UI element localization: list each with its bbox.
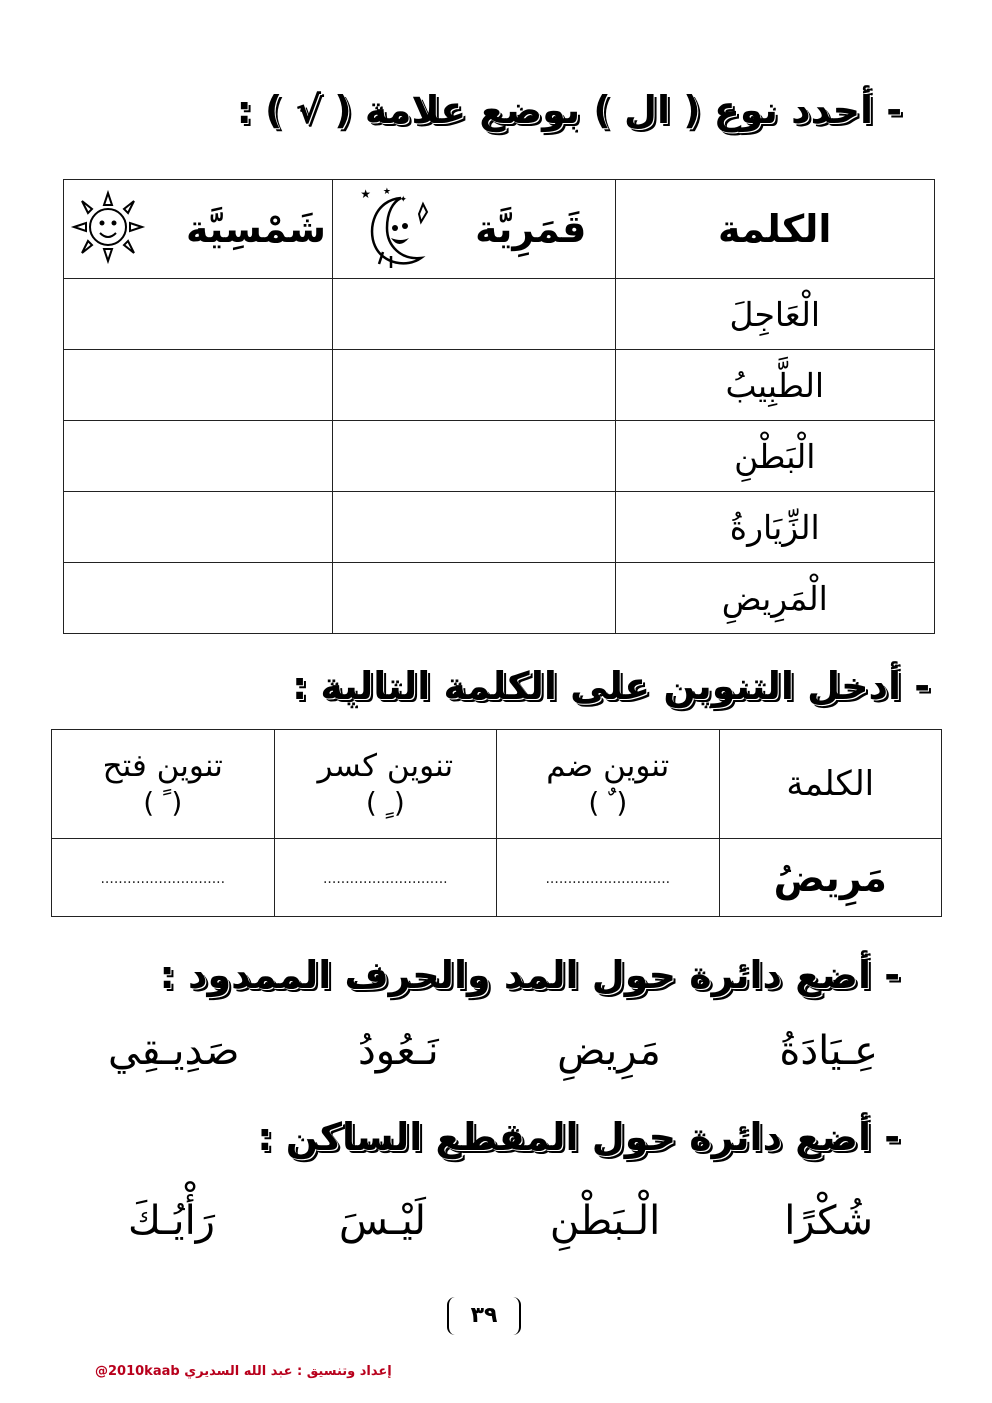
section3-words <box>108 1028 878 1074</box>
moon-answer-cell[interactable] <box>332 279 615 350</box>
section4-words <box>128 1198 873 1244</box>
sun-answer-cell[interactable] <box>64 350 333 421</box>
header-moon: قَمَرِيَّة ★ ★ ✦ <box>332 180 615 279</box>
header-fath: تنوين فتح ( ً ) <box>52 730 275 839</box>
word-item[interactable]: مَرِيضِ <box>557 1028 661 1074</box>
svg-text:✦: ✦ <box>399 195 408 205</box>
moon-icon <box>361 184 435 274</box>
word-cell: الطَّبِيبُ <box>725 365 825 405</box>
word-item[interactable]: لَيْـسَ <box>338 1198 426 1244</box>
sun-answer-cell[interactable] <box>64 279 333 350</box>
word-item[interactable]: الْـبَطْنِ <box>549 1198 661 1244</box>
svg-text:★: ★ <box>361 187 372 201</box>
sun-answer-cell[interactable] <box>64 492 333 563</box>
moon-answer-cell[interactable] <box>332 492 615 563</box>
svg-text:★: ★ <box>383 187 392 197</box>
header-kasr: تنوين كسر ( ٍ ) <box>274 730 497 839</box>
header-word: الكلمة <box>719 730 941 839</box>
tanween-table <box>51 729 942 917</box>
word-item[interactable]: شُكْرًا <box>784 1198 873 1244</box>
author-credit: إعداد وتنسيق : عبد الله السديري 2010kaab@ <box>95 1364 392 1379</box>
sun-answer-cell[interactable] <box>64 563 333 634</box>
moon-answer-cell[interactable] <box>332 421 615 492</box>
tanween-word: مَرِيضُ <box>719 839 941 917</box>
section1-title: - أحدد نوع ( ال ) بوضع علامة ( √ ) : <box>236 88 902 132</box>
word-item[interactable]: رَأْيُـكَ <box>128 1198 215 1244</box>
kasr-answer[interactable]: ............................ <box>274 839 497 917</box>
word-cell: الْبَطْنِ <box>734 436 816 476</box>
sun-icon <box>70 189 146 269</box>
header-sun: شَمْسِيَّة <box>64 180 333 279</box>
word-cell: الْعَاجِلَ <box>729 294 821 334</box>
section4-title: - أضع دائرة حول المقطع الساكن : <box>257 1115 900 1159</box>
word-cell: الْمَرِيضِ <box>721 578 828 618</box>
word-item[interactable]: صَدِيـقِي <box>108 1028 240 1074</box>
sun-answer-cell[interactable] <box>64 421 333 492</box>
section3-title: - أضع دائرة حول المد والحرف الممدود : <box>159 953 900 997</box>
word-item[interactable]: عِـيَادَةُ <box>779 1028 878 1074</box>
header-damm: تنوين ضم ( ٌ ) <box>497 730 720 839</box>
fath-answer[interactable]: ............................ <box>52 839 275 917</box>
word-cell: الزِّيَارةُ <box>729 507 820 547</box>
word-item[interactable]: نَـعُودُ <box>357 1028 439 1074</box>
al-type-table <box>63 179 935 634</box>
moon-answer-cell[interactable] <box>332 350 615 421</box>
damm-answer[interactable]: ............................ <box>497 839 720 917</box>
page-number: ٣٩ <box>447 1297 521 1335</box>
section2-title: - أدخل التنوين على الكلمة التالية : <box>291 664 930 708</box>
header-word: الكلمة <box>615 180 934 279</box>
moon-answer-cell[interactable] <box>332 563 615 634</box>
